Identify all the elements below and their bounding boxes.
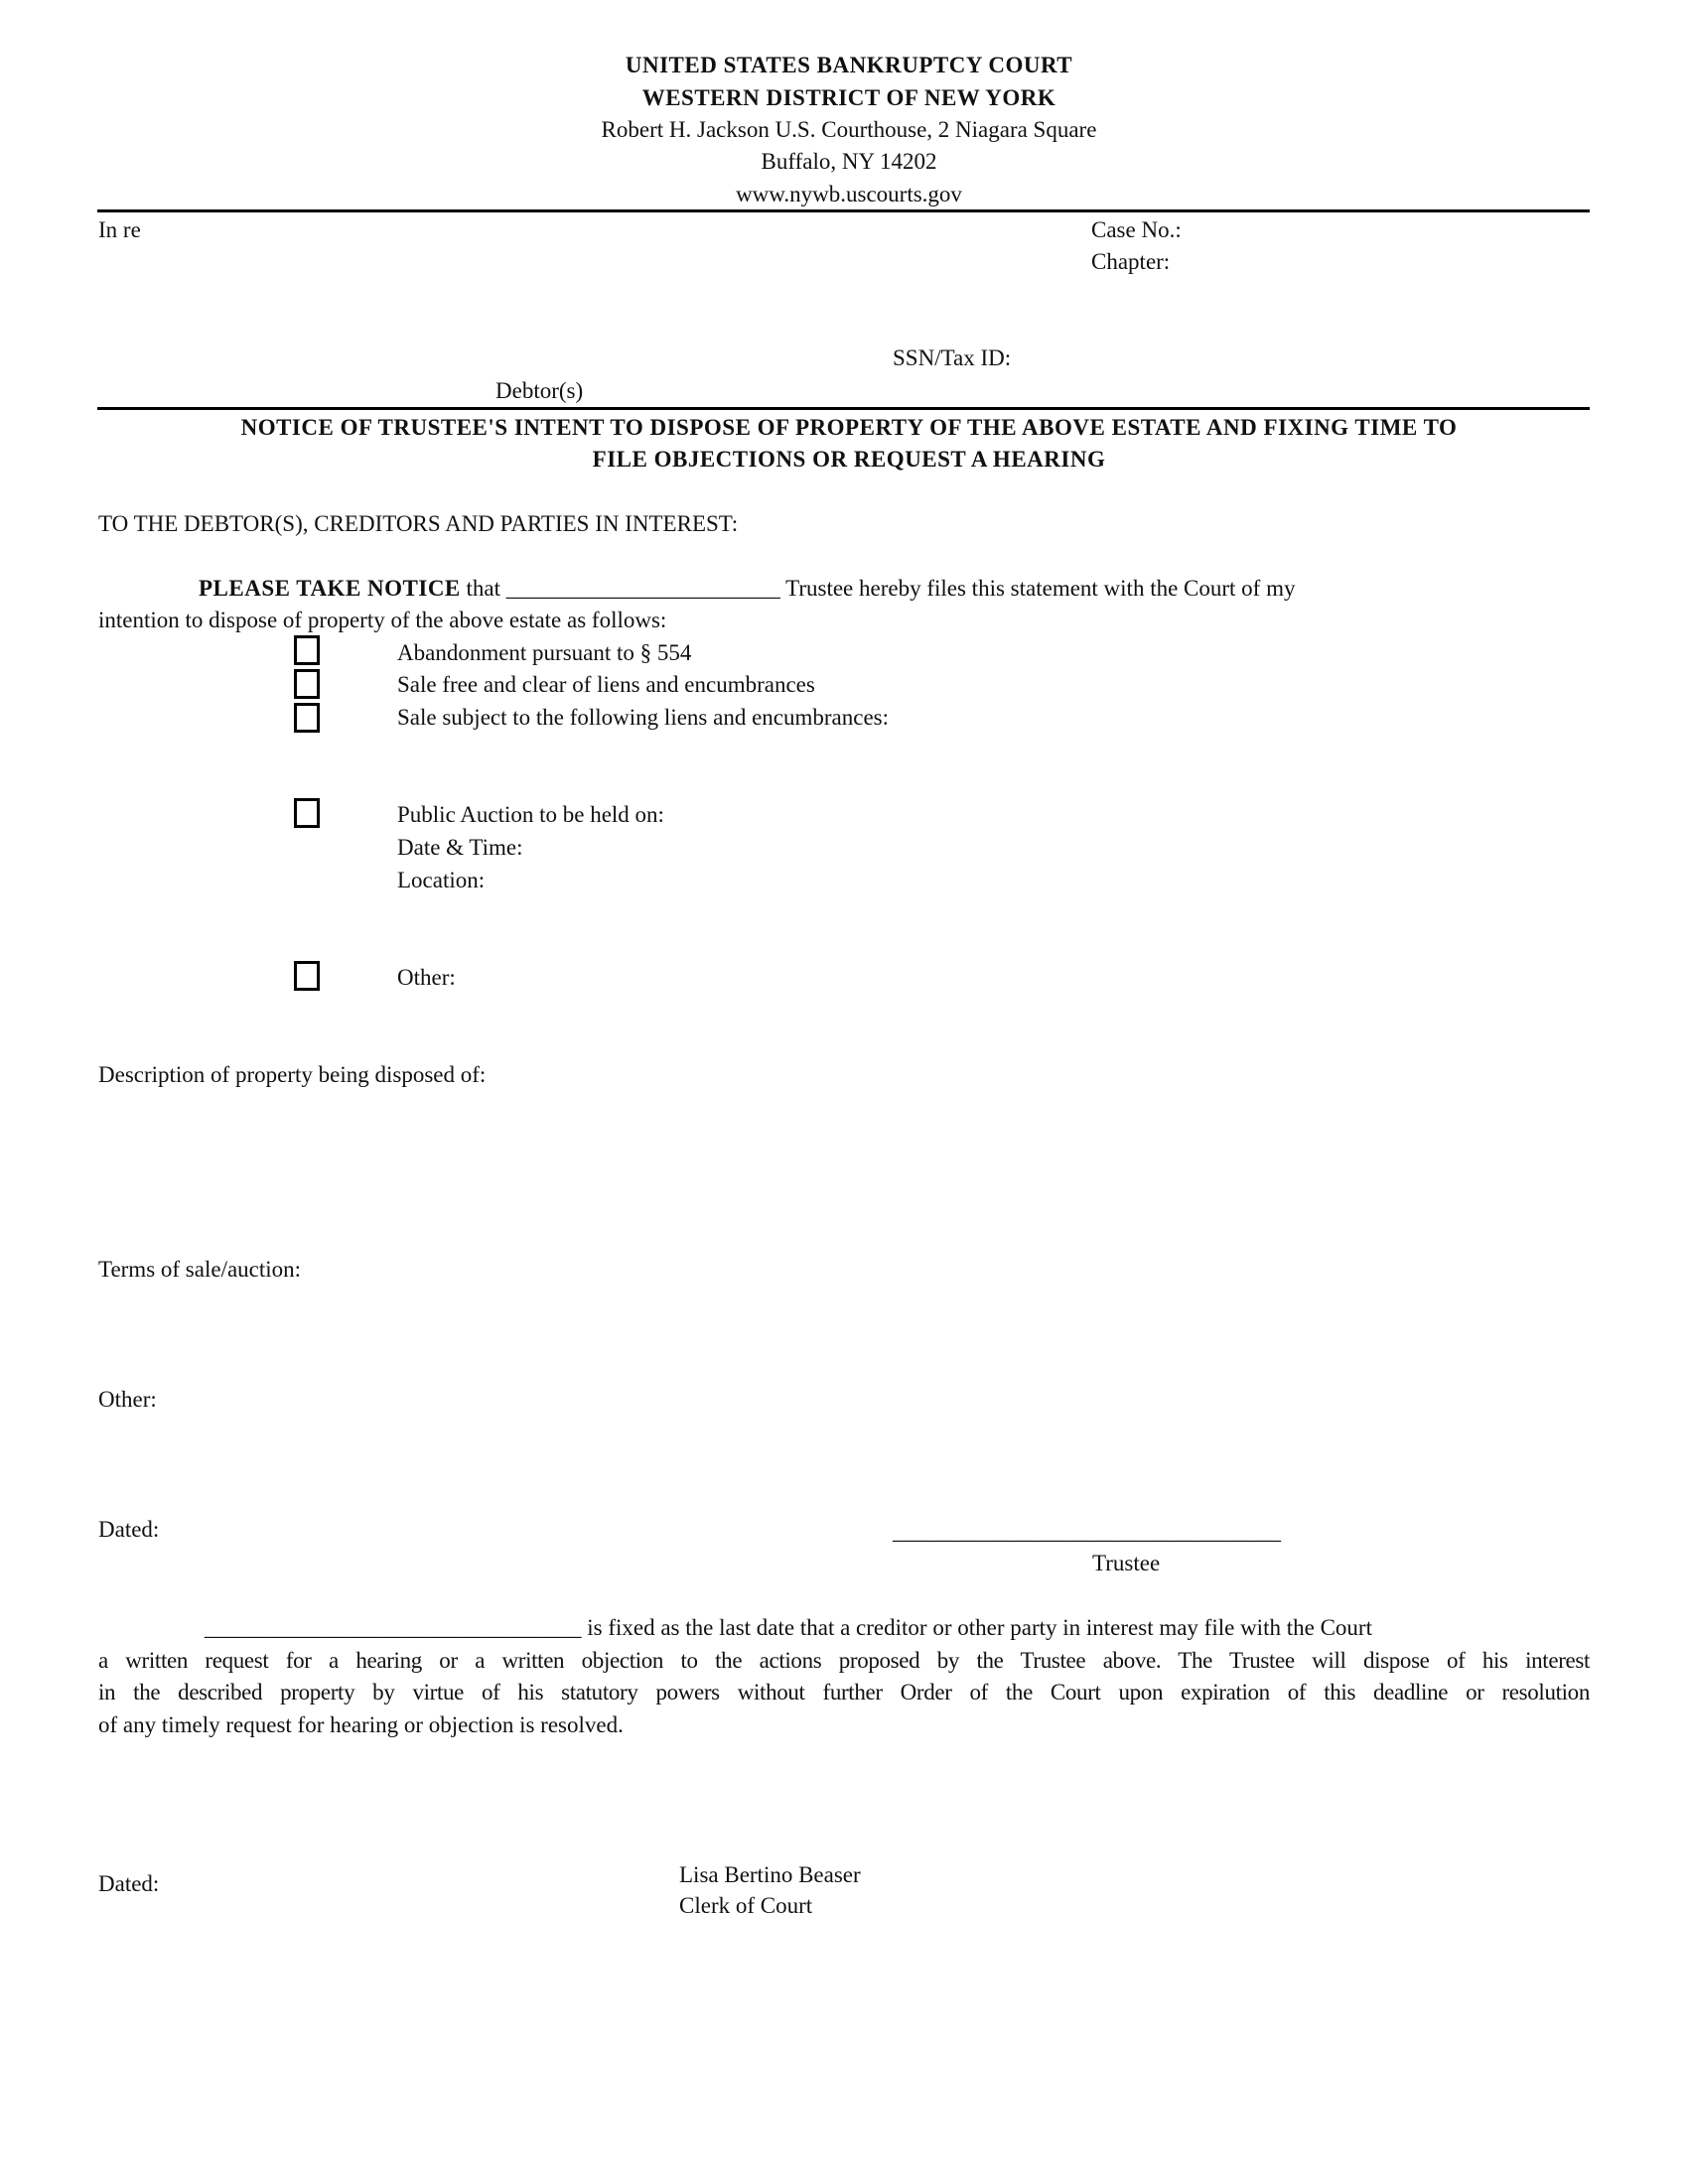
abandonment-label: Abandonment pursuant to § 554 bbox=[397, 640, 692, 665]
auction-date-time-label: Date & Time: bbox=[397, 835, 523, 860]
trustee-label: Trustee bbox=[1092, 1551, 1161, 1575]
description-label: Description of property being disposed of: bbox=[98, 1062, 487, 1087]
court-address: Robert H. Jackson U.S. Courthouse, 2 Niagara Square bbox=[601, 117, 1097, 142]
auction-checkbox[interactable] bbox=[294, 798, 320, 828]
dated-label-trustee: Dated: bbox=[98, 1517, 160, 1542]
notice-title-line1: NOTICE OF TRUSTEE'S INTENT TO DISPOSE OF PROPERTY OF THE ABOVE ESTATE AND FIXING TIME TO bbox=[240, 415, 1458, 440]
court-name: UNITED STATES BANKRUPTCY COURT bbox=[625, 53, 1073, 77]
other-option-checkbox[interactable] bbox=[294, 961, 320, 991]
deadline-line3: in the described property by virtue of his statutory powers without further Order of the Court upon expiration of this deadline or resolution bbox=[98, 1680, 1590, 1705]
sale-free-checkbox[interactable] bbox=[294, 669, 320, 699]
debtors-label: Debtor(s) bbox=[495, 378, 584, 403]
deadline-line2: a written request for a hearing or a written objection to the actions proposed by the Trustee above. The Trustee will dispose of his interest bbox=[98, 1647, 1590, 1673]
header-rule bbox=[97, 209, 1590, 212]
ssn-label: SSN/Tax ID: bbox=[893, 345, 1012, 370]
caption-rule bbox=[97, 407, 1590, 410]
sale-subject-checkbox[interactable] bbox=[294, 703, 320, 733]
court-city: Buffalo, NY 14202 bbox=[761, 149, 937, 174]
deadline-line1: _________________________________ is fixed as the last date that a creditor or other party in interest may file with the Court bbox=[205, 1615, 1372, 1640]
deadline-line4: of any timely request for hearing or objection is resolved. bbox=[98, 1711, 624, 1737]
auction-label: Public Auction to be held on: bbox=[397, 802, 664, 827]
deadline-paragraph bbox=[98, 1612, 1590, 1741]
sale-free-label: Sale free and clear of liens and encumbrances bbox=[397, 672, 815, 697]
abandonment-checkbox[interactable] bbox=[294, 635, 320, 665]
notice-line1-text: that ________________________ Trustee hereby files this statement with the Court of my bbox=[460, 576, 1296, 601]
notice-title-line2: FILE OBJECTIONS OR REQUEST A HEARING bbox=[592, 447, 1106, 472]
notice-line1 bbox=[199, 576, 1295, 602]
other-option-label: Other: bbox=[397, 965, 456, 990]
auction-location-label: Location: bbox=[397, 868, 486, 892]
court-website[interactable]: www.nywb.uscourts.gov bbox=[736, 182, 962, 206]
sale-subject-label: Sale subject to the following liens and encumbrances: bbox=[397, 705, 890, 730]
notice-lead: PLEASE TAKE NOTICE bbox=[199, 576, 461, 601]
trustee-signature-line[interactable]: __________________________________ bbox=[893, 1519, 1281, 1544]
clerk-name: Lisa Bertino Beaser bbox=[679, 1862, 861, 1887]
other-label: Other: bbox=[98, 1387, 157, 1412]
case-no-label: Case No.: bbox=[1091, 217, 1182, 242]
court-district: WESTERN DISTRICT OF NEW YORK bbox=[641, 85, 1056, 110]
chapter-label: Chapter: bbox=[1091, 249, 1171, 274]
terms-label: Terms of sale/auction: bbox=[98, 1257, 302, 1282]
notice-line2: intention to dispose of property of the above estate as follows: bbox=[98, 608, 667, 632]
in-re-label: In re bbox=[98, 217, 141, 242]
salutation: TO THE DEBTOR(S), CREDITORS AND PARTIES IN INTEREST: bbox=[98, 511, 739, 536]
dated-label-clerk: Dated: bbox=[98, 1871, 160, 1896]
clerk-title: Clerk of Court bbox=[679, 1893, 813, 1918]
